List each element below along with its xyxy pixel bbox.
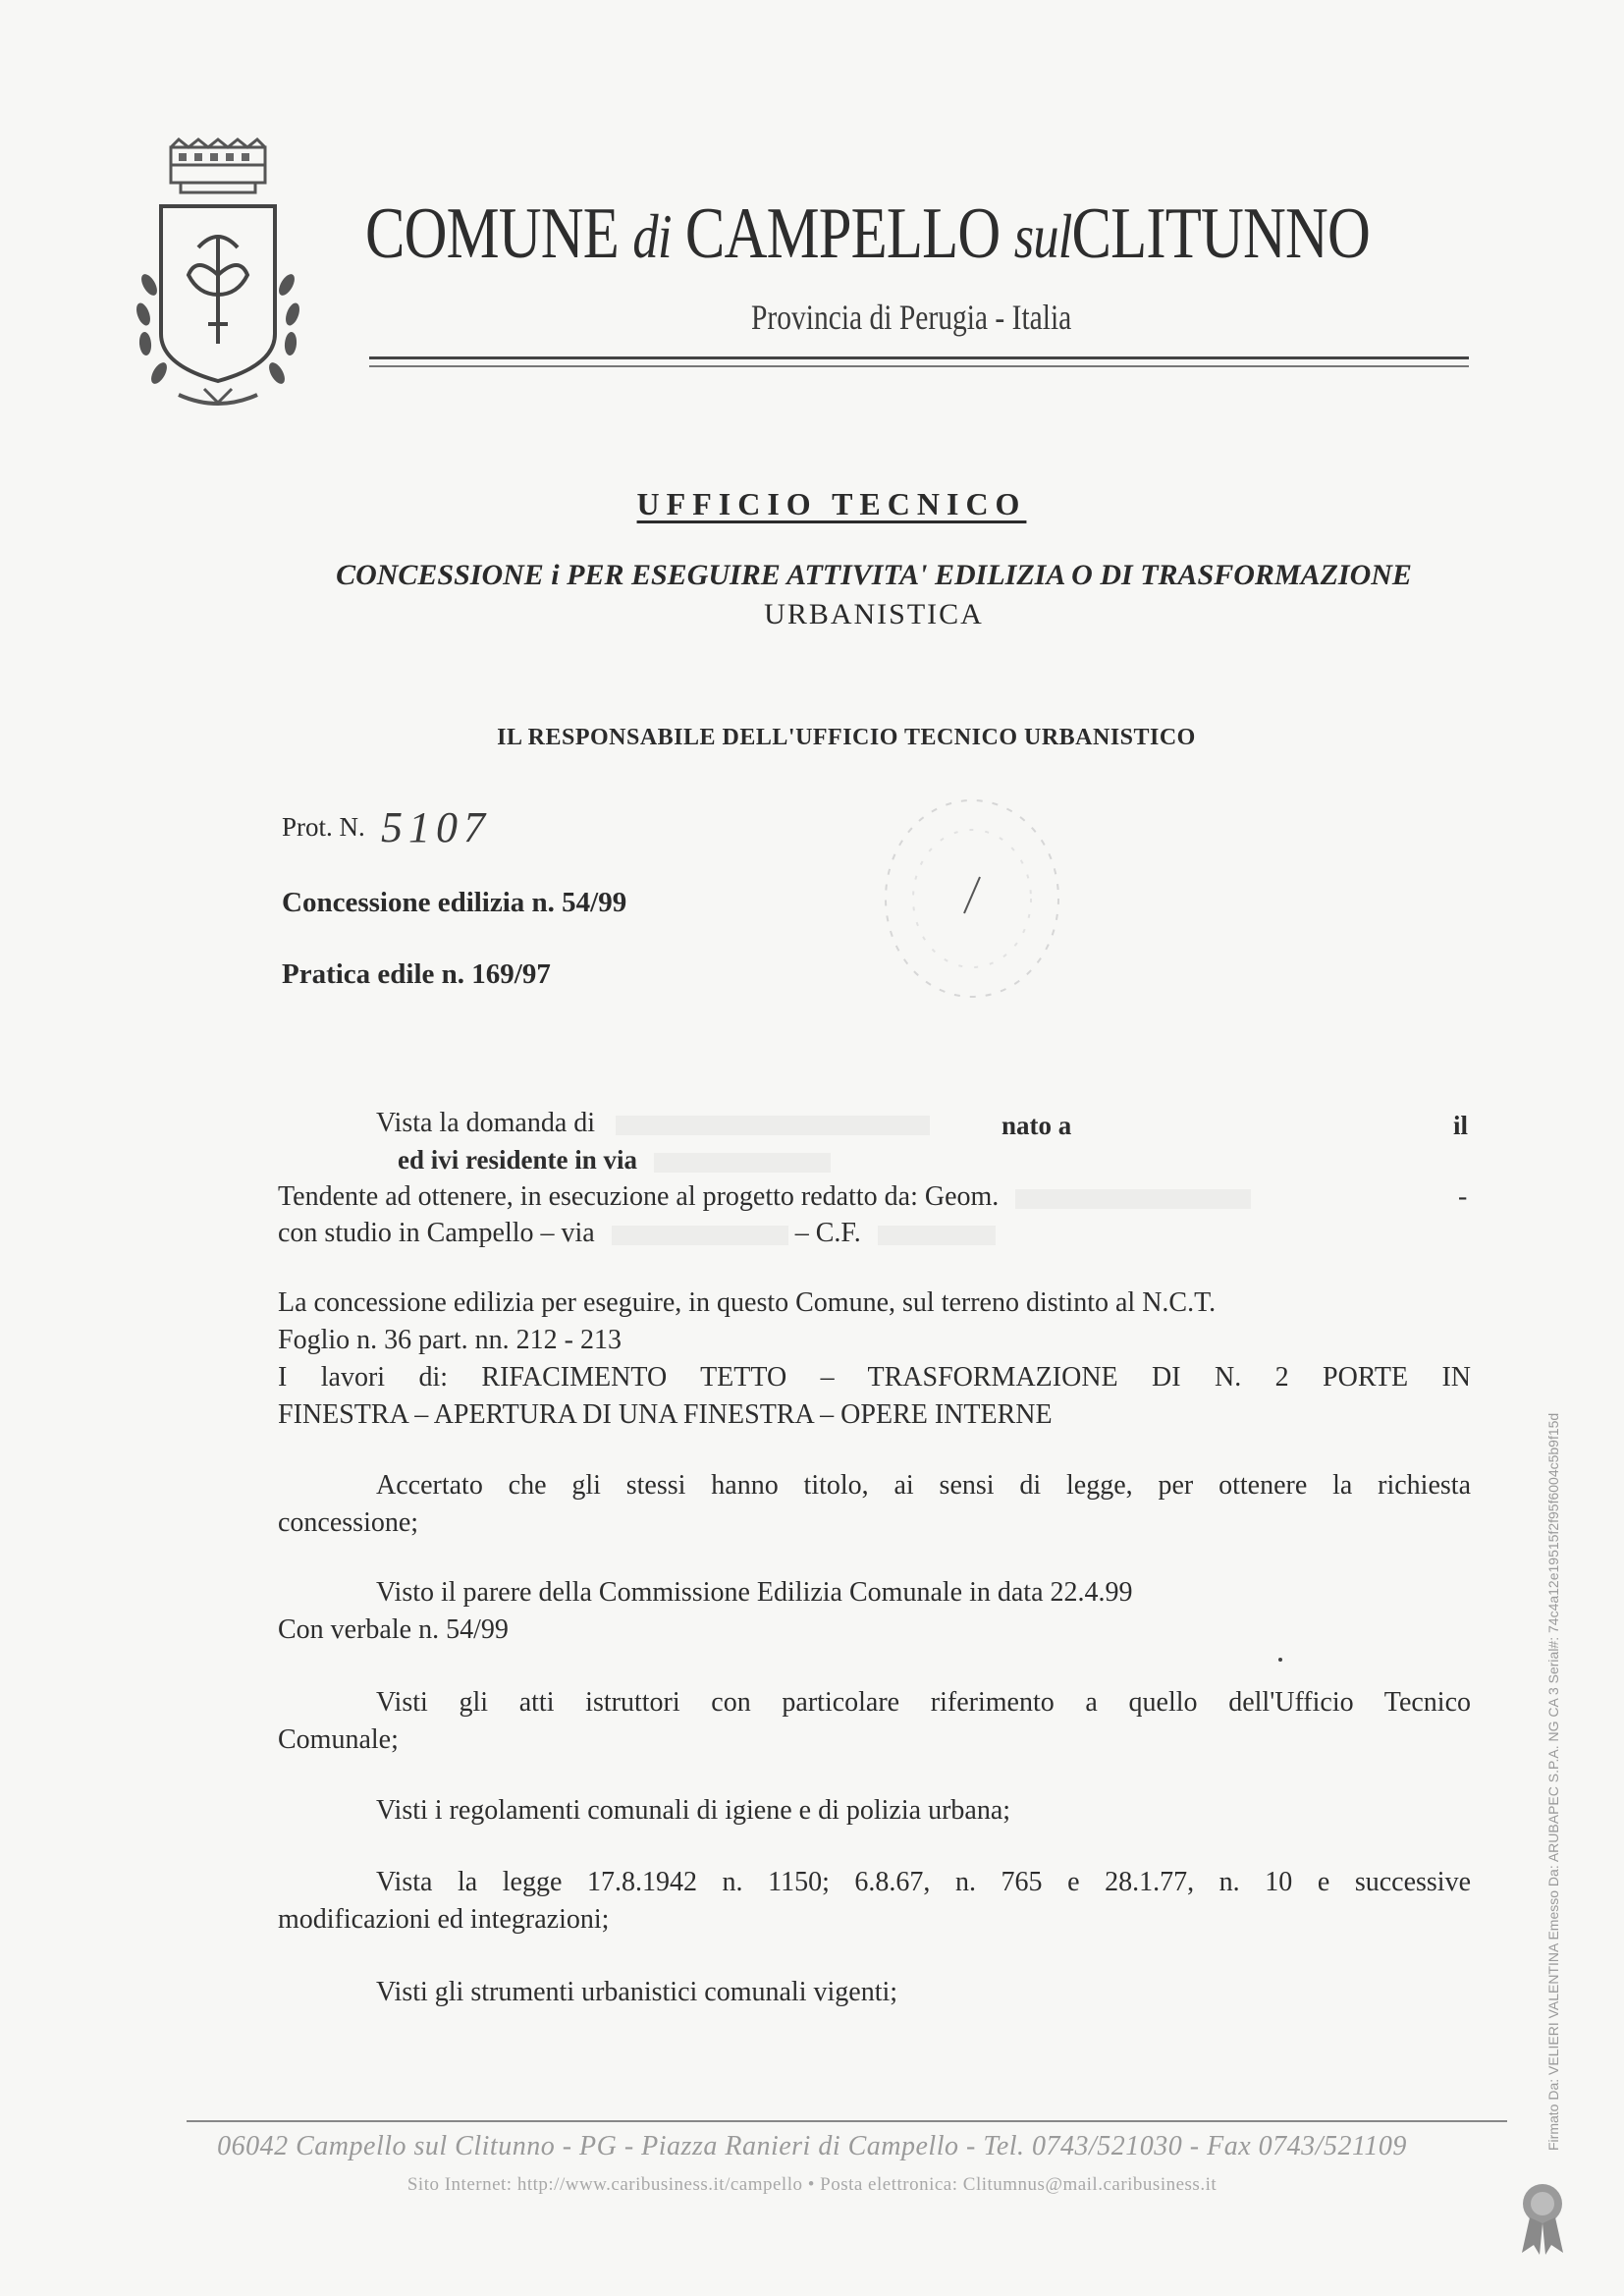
- law-line1: Vista la legge 17.8.1942 n. 1150; 6.8.67, n. 765 e 28.1.77, n. 10 e successive: [376, 1867, 1471, 1897]
- project-text: Tendente ad ottenere, in esecuzione al progetto redatto da: Geom.: [278, 1181, 1000, 1212]
- commission-opinion-line1: Visto il parere della Commissione Edilizia Comunale in data 22.4.99: [376, 1577, 1133, 1608]
- provincia-subtitle: Provincia di Perugia - Italia: [751, 298, 1072, 337]
- commission-opinion-paragraph: [278, 1574, 1471, 1649]
- digital-signature-note: Firmato Da: VELIERI VALENTINA Emesso Da: ARUBAPEC S.P.A. NG CA 3 Serial#: 74c4a12e19515f2f95f6004c5b9f15d: [1545, 1412, 1561, 2151]
- law-line2: modificazioni ed integrazioni;: [278, 1904, 610, 1935]
- studio-text: con studio in Campello – via: [278, 1218, 595, 1248]
- responsible-heading: IL RESPONSABILE DELL'UFFICIO TECNICO URBANISTICO: [497, 725, 1196, 750]
- redacted-address: [654, 1153, 831, 1173]
- project-line-tail: -: [1458, 1181, 1468, 1212]
- concession-title: [275, 556, 1473, 634]
- investigation-line1: Visti gli atti istruttori con particolare riferimento a quello dell'Ufficio Tecnico: [376, 1687, 1471, 1718]
- di-word: di: [632, 201, 672, 271]
- title-ascertained-paragraph: [278, 1467, 1471, 1542]
- building-practice-number: Pratica edile n. 169/97: [282, 958, 551, 990]
- concession-title-line2: URBANISTICA: [764, 598, 984, 630]
- office-heading-text: UFFICIO TECNICO: [636, 486, 1027, 521]
- concession-scope-paragraph: [278, 1285, 1471, 1434]
- sheet-line: Foglio n. 36 part. nn. 212 - 213: [278, 1325, 622, 1355]
- redacted-studio-address: [612, 1226, 788, 1245]
- residence-line: [398, 1141, 831, 1178]
- campello-word: CAMPELLO: [684, 193, 1001, 274]
- investigation-line2: Comunale;: [278, 1724, 399, 1755]
- concession-title-line1: CONCESSIONE i PER ESEGUIRE ATTIVITA' EDILIZIA O DI TRASFORMAZIONE: [336, 559, 1412, 591]
- date-label: il: [1453, 1111, 1469, 1140]
- faded-stamp-icon: [874, 791, 1070, 1016]
- born-in-label: nato a: [1001, 1111, 1072, 1140]
- building-concession-number: Concessione edilizia n. 54/99: [282, 887, 627, 918]
- footer-divider: [187, 2120, 1507, 2122]
- redacted-tax-code: [878, 1226, 996, 1245]
- footer-address: 06042 Campello sul Clitunno - PG - Piazza Ranieri di Campello - Tel. 0743/521030 - Fax 0743/521109: [217, 2131, 1407, 2161]
- commission-opinion-line2: Con verbale n. 54/99: [278, 1614, 509, 1645]
- request-line: [376, 1105, 930, 1142]
- office-heading: [0, 486, 1624, 522]
- works-line: I lavori di: RIFACIMENTO TETTO – TRASFORMAZIONE DI N. 2 PORTE IN: [278, 1362, 1471, 1393]
- planning-instruments-line: Visti gli strumenti urbanistici comunali vigenti;: [376, 1977, 898, 2007]
- municipal-crest-icon: [120, 137, 316, 422]
- title-ascertained-line1: Accertato che gli stessi hanno titolo, ai sensi di legge, per ottenere la richiesta: [376, 1470, 1471, 1501]
- investigation-paragraph: [278, 1684, 1471, 1759]
- request-text: Vista la domanda di: [376, 1108, 596, 1138]
- clitunno-word: CLITUNNO: [1071, 193, 1371, 274]
- protocol-number-handwritten: 5107: [381, 803, 491, 851]
- comune-word: COMUNE: [365, 193, 620, 274]
- project-line: [278, 1178, 1251, 1216]
- signature-badge-icon: [1512, 2178, 1573, 2257]
- header-divider: [369, 356, 1469, 359]
- footer-web-contacts: Sito Internet: http://www.caribusiness.it/campello • Posta elettronica: Clitumnus@mail.caribusiness.it: [406, 2174, 1218, 2195]
- studio-line: [278, 1215, 996, 1252]
- tax-code-label: – C.F.: [794, 1218, 861, 1248]
- header-divider-thin: [369, 365, 1469, 367]
- redacted-name: [616, 1116, 930, 1135]
- title-ascertained-line2: concessione;: [278, 1507, 419, 1538]
- stray-mark: [1278, 1658, 1282, 1662]
- parcel-line: La concessione edilizia per eseguire, in questo Comune, sul terreno distinto al N.C.T.: [278, 1287, 1217, 1318]
- sul-word: sul: [1013, 201, 1072, 271]
- redacted-surveyor: [1015, 1189, 1251, 1209]
- works-line-continued: FINESTRA – APERTURA DI UNA FINESTRA – OPERE INTERNE: [278, 1399, 1053, 1430]
- regulations-line: Visti i regolamenti comunali di igiene e di polizia urbana;: [376, 1795, 1011, 1826]
- law-paragraph: [278, 1864, 1471, 1939]
- residence-text: ed ivi residente in via: [398, 1145, 638, 1175]
- comune-title: [365, 192, 1370, 276]
- protocol-label: Prot. N.: [282, 812, 365, 842]
